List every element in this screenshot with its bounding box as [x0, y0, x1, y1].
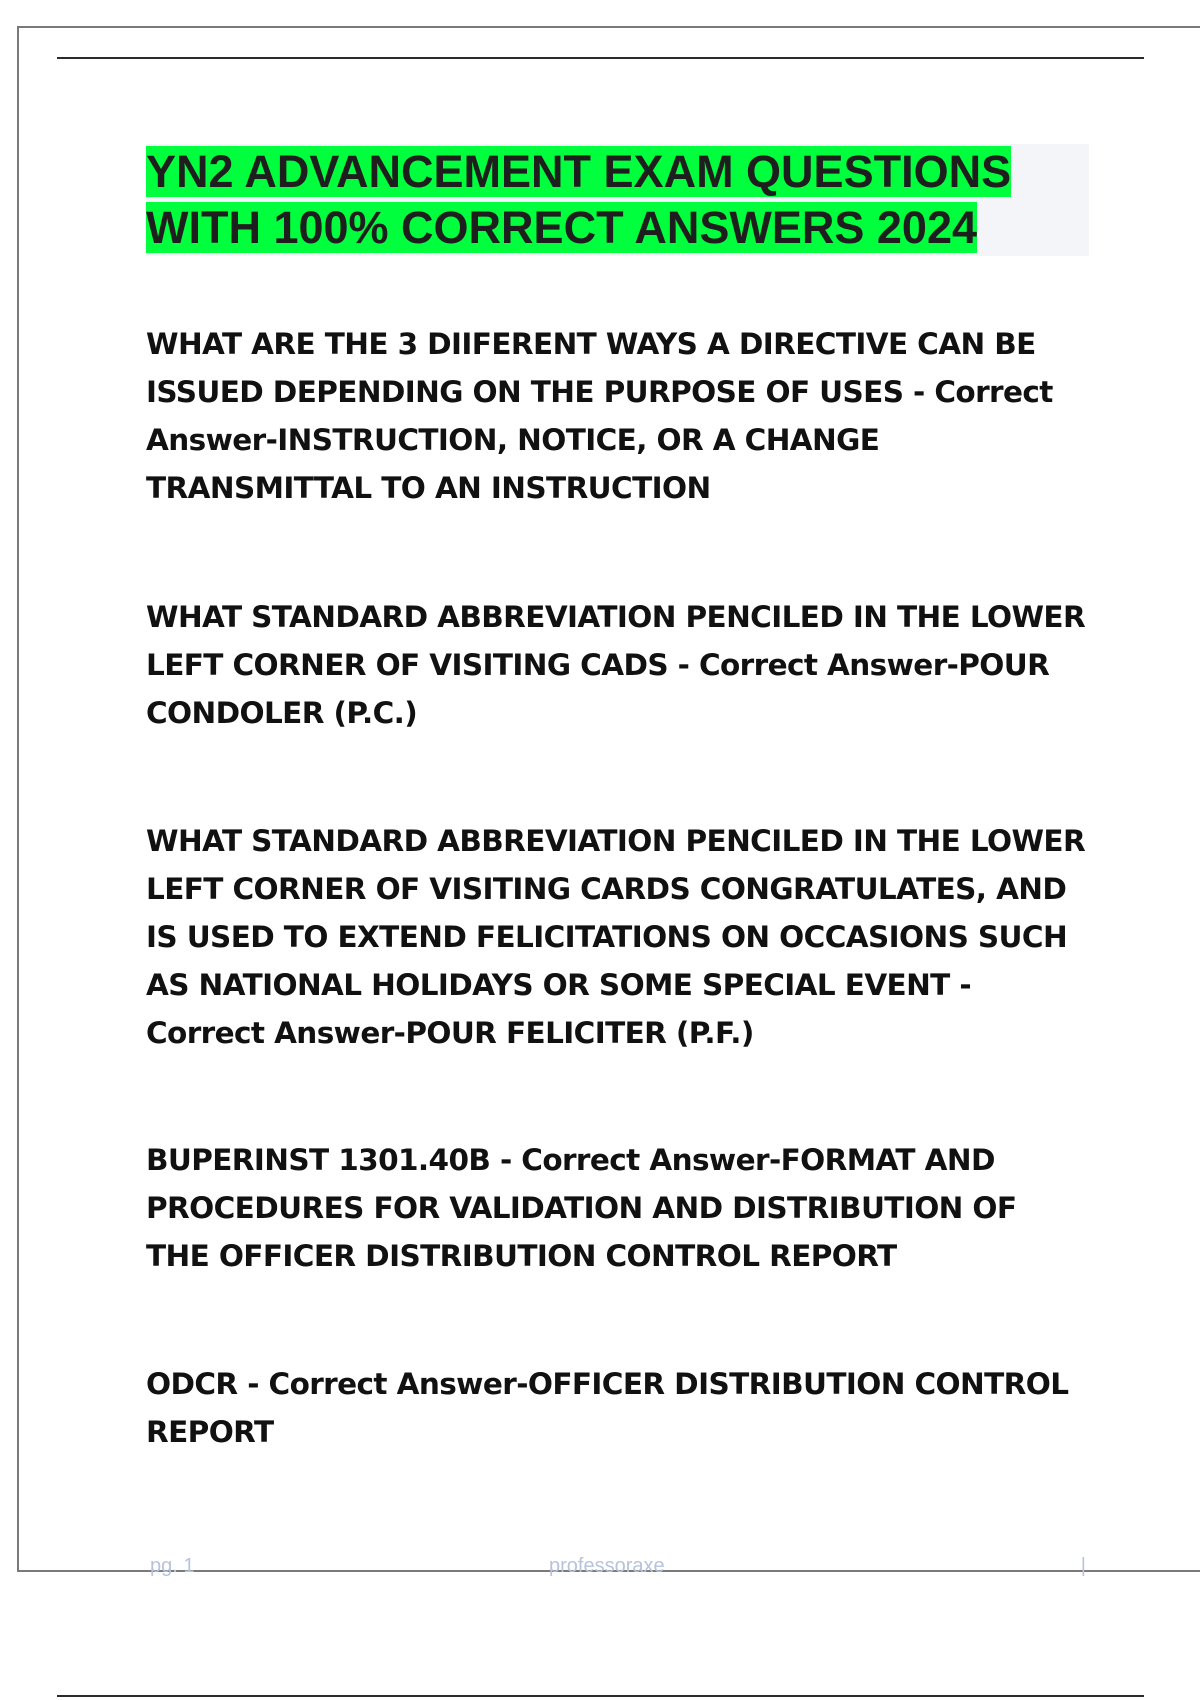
title-line-1: YN2 ADVANCEMENT EXAM QUESTIONS: [146, 146, 1012, 197]
title-line-2: WITH 100% CORRECT ANSWERS 2024: [146, 202, 978, 253]
top-rule: [57, 57, 1144, 59]
page-footer: [146, 1555, 1086, 1585]
footer-right-mark: |: [1080, 1555, 1086, 1577]
page-frame: [17, 26, 1200, 1572]
qa-item-1: WHAT ARE THE 3 DIIFERENT WAYS A DIRECTIVE CAN BE ISSUED DEPENDING ON THE PURPOSE OF USES - Correct Answer-INSTRUCTION, NOTICE, OR A CHANGE TRANSMITTAL TO AN INSTRUCTION: [146, 327, 1053, 505]
page-number: pg. 1: [150, 1555, 195, 1577]
document-title: [146, 144, 1089, 256]
bottom-rule: [57, 1695, 1144, 1697]
qa-item-5: ODCR - Correct Answer-OFFICER DISTRIBUTION CONTROL REPORT: [146, 1367, 1069, 1449]
qa-item-3: WHAT STANDARD ABBREVIATION PENCILED IN THE LOWER LEFT CORNER OF VISITING CARDS CONGRATULATES, AND IS USED TO EXTEND FELICITATIONS ON OCCASIONS SUCH AS NATIONAL HOLIDAYS OR SOME SPECIAL EVENT - Correct Answer-POUR FELICITER (P.F.): [146, 824, 1086, 1050]
footer-author: professoraxe: [549, 1555, 665, 1577]
qa-item-2: WHAT STANDARD ABBREVIATION PENCILED IN THE LOWER LEFT CORNER OF VISITING CADS - Correct Answer-POUR CONDOLER (P.C.): [146, 600, 1086, 730]
qa-item-4: BUPERINST 1301.40B - Correct Answer-FORMAT AND PROCEDURES FOR VALIDATION AND DISTRIBUTION OF THE OFFICER DISTRIBUTION CONTROL REPORT: [146, 1143, 1017, 1273]
